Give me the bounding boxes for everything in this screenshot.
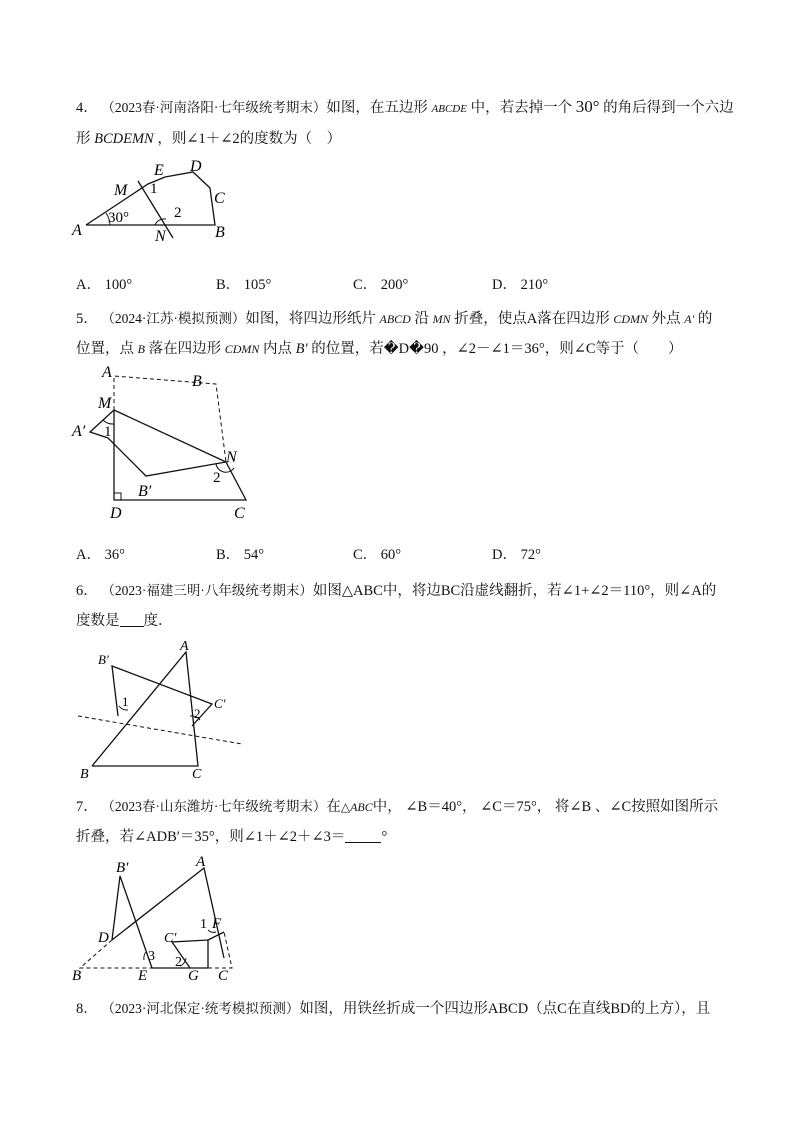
choice-value: 54° bbox=[243, 547, 265, 563]
choice-value: 100° bbox=[104, 277, 133, 293]
figure-label-C: C bbox=[214, 190, 225, 207]
choice-c[interactable] bbox=[353, 273, 408, 294]
question-text: 的 bbox=[697, 311, 713, 327]
question-text: ABCD bbox=[379, 312, 411, 326]
question-text: A′ bbox=[684, 312, 695, 326]
question-text: 如图，用铁丝折成一个四边形ABCD（点C在直线BD的上方），且 bbox=[299, 1001, 711, 1017]
question-source: （2023·福建三明·八年级统考期末） bbox=[101, 583, 313, 598]
question-text: B bbox=[137, 342, 145, 356]
question-text: 中， bbox=[372, 799, 402, 815]
question-5-choices bbox=[76, 543, 736, 567]
figure-label-1: 1 bbox=[122, 694, 129, 709]
question-text: 内点 bbox=[263, 341, 293, 357]
question-8 bbox=[76, 994, 736, 1024]
choice-letter: B． bbox=[216, 547, 241, 563]
question-text: 在 bbox=[326, 799, 341, 815]
question-4-line-2 bbox=[76, 124, 736, 154]
figure-label-E: E bbox=[154, 162, 164, 179]
question-4-line-1 bbox=[76, 92, 736, 124]
figure-label-N: N bbox=[155, 228, 166, 245]
question-number: 8． bbox=[76, 1001, 98, 1017]
question-4-choices bbox=[76, 273, 736, 297]
question-4 bbox=[76, 92, 736, 154]
question-text: 沿 bbox=[414, 311, 429, 327]
figure-label-2: 2 bbox=[213, 470, 221, 486]
figure-label-C: C bbox=[192, 767, 202, 781]
figure-label-C: C bbox=[234, 505, 245, 522]
choice-letter: C． bbox=[353, 547, 378, 563]
figure-label-M: M bbox=[98, 395, 112, 412]
figure-label-D: D bbox=[110, 505, 122, 522]
figure-label-A: A bbox=[180, 639, 189, 654]
question-text: 度． bbox=[143, 613, 173, 629]
figure-triangle-fold bbox=[70, 636, 250, 781]
question-number: 6． bbox=[76, 583, 98, 599]
question-6-line-2 bbox=[76, 606, 736, 636]
question-text: BCDEMN bbox=[94, 131, 154, 147]
question-text: CDMN bbox=[613, 312, 648, 326]
choice-value: 200° bbox=[380, 277, 409, 293]
question-7-line-2 bbox=[76, 822, 736, 852]
figure-label-D: D bbox=[98, 930, 109, 946]
choice-a[interactable] bbox=[76, 273, 132, 294]
question-text: 将∠B 、∠C按照如图所示 bbox=[554, 799, 719, 815]
question-text: 30° bbox=[575, 97, 600, 116]
answer-blank[interactable] bbox=[120, 612, 144, 627]
question-text: 如图，在五边形 bbox=[326, 100, 428, 116]
question-number: 5． bbox=[76, 311, 98, 327]
question-text: CDMN bbox=[224, 342, 260, 356]
choice-letter: C． bbox=[353, 277, 378, 293]
figure-pentagon bbox=[70, 155, 240, 245]
question-5-line-1 bbox=[76, 304, 736, 334]
figure-label-B-prime: B′ bbox=[116, 860, 129, 876]
question-6 bbox=[76, 576, 736, 636]
figure-label-N: N bbox=[226, 449, 237, 466]
question-text: 位置，点 bbox=[76, 341, 134, 357]
figure-label-B: B bbox=[215, 224, 225, 241]
figure-label-1: 1 bbox=[150, 181, 158, 197]
figure-label-F: F bbox=[212, 916, 222, 932]
question-8-line-1 bbox=[76, 994, 736, 1024]
figure-label-G: G bbox=[188, 968, 199, 984]
figure-label-B: B bbox=[192, 373, 202, 390]
question-source: （2024·江苏·模拟预测） bbox=[101, 311, 246, 326]
choice-letter: A． bbox=[76, 277, 101, 293]
figure-label-1: 1 bbox=[200, 917, 207, 932]
figure-label-2: 2 bbox=[174, 205, 182, 221]
question-text: 形 bbox=[76, 131, 91, 147]
figure-label-B-prime: B′ bbox=[138, 483, 152, 500]
question-text: ∠C＝75°， bbox=[480, 799, 552, 815]
figure-label-E: E bbox=[138, 968, 148, 984]
figure-quadrilateral-fold bbox=[68, 362, 268, 522]
choice-letter: D． bbox=[492, 547, 517, 563]
choice-value: 36° bbox=[104, 547, 125, 563]
question-text: 度数是 bbox=[76, 613, 120, 629]
choice-a[interactable] bbox=[76, 543, 125, 564]
question-7-line-1 bbox=[76, 792, 736, 822]
choice-letter: A． bbox=[76, 547, 101, 563]
question-text: ° bbox=[381, 829, 388, 845]
question-6-line-1 bbox=[76, 576, 736, 606]
question-5 bbox=[76, 304, 736, 364]
figure-label-C: C bbox=[218, 968, 229, 984]
choice-d[interactable] bbox=[492, 273, 548, 294]
figure-label-A: A bbox=[102, 364, 112, 381]
question-text: 折叠，若∠ADB′＝35°，则∠1＋∠2＋∠3＝ bbox=[76, 829, 346, 845]
choice-value: 210° bbox=[520, 277, 549, 293]
choice-letter: D． bbox=[492, 277, 517, 293]
question-text: 落在四边形 bbox=[148, 341, 222, 357]
question-text: MN bbox=[432, 312, 451, 326]
figure-triangle-double-fold bbox=[68, 852, 248, 984]
figure-label-A-prime: A′ bbox=[72, 423, 86, 440]
question-text: B′ bbox=[295, 341, 308, 357]
figure-label-M: M bbox=[114, 182, 128, 199]
question-text: 如图△ABC中，将边BC沿虚线翻折，若∠1+∠2＝110°，则∠A的 bbox=[312, 583, 717, 599]
figure-label-B-prime: B′ bbox=[98, 652, 109, 667]
question-number: 4． bbox=[76, 100, 98, 116]
figure-label-1: 1 bbox=[104, 424, 112, 440]
question-5-line-2 bbox=[76, 334, 736, 364]
question-text: △ABC bbox=[340, 800, 373, 814]
figure-label-C-prime: C′ bbox=[214, 696, 226, 711]
choice-value: 60° bbox=[380, 547, 402, 563]
question-text: 如图，将四边形纸片 bbox=[245, 311, 376, 327]
choice-d[interactable] bbox=[492, 543, 541, 564]
figure-label-angle: 30° bbox=[108, 210, 129, 226]
figure-label-D: D bbox=[190, 158, 202, 175]
figure-label-2: 2 bbox=[175, 955, 182, 970]
question-text: 外点 bbox=[651, 311, 681, 327]
choice-letter: B． bbox=[216, 277, 241, 293]
choice-b[interactable] bbox=[216, 273, 271, 294]
question-text: ，则∠1＋∠2的度数为（ ） bbox=[157, 131, 342, 147]
figure-label-3: 3 bbox=[148, 949, 155, 964]
question-text: 折叠，使点A落在四边形 bbox=[454, 311, 610, 327]
figure-label-2: 2 bbox=[194, 706, 201, 721]
choice-c[interactable] bbox=[353, 543, 401, 564]
question-7 bbox=[76, 792, 736, 852]
question-source: （2023春·河南洛阳·七年级统考期末） bbox=[101, 100, 327, 115]
choice-value: 72° bbox=[520, 547, 541, 563]
figure-label-B: B bbox=[72, 968, 82, 984]
question-number: 7． bbox=[76, 799, 98, 815]
figure-label-B: B bbox=[80, 767, 89, 781]
question-text: 中，若去掉一个 bbox=[470, 100, 573, 116]
figure-label-A: A bbox=[196, 854, 206, 870]
choice-value: 105° bbox=[243, 277, 272, 293]
answer-blank[interactable] bbox=[345, 828, 381, 843]
choice-b[interactable] bbox=[216, 543, 264, 564]
question-text: ABCDE bbox=[431, 103, 467, 115]
figure-label-A: A bbox=[72, 222, 82, 239]
question-source: （2023·河北保定·统考模拟预测） bbox=[101, 1001, 300, 1016]
question-text: 的位置，若�D�90 ，∠2－∠1＝36°，则∠C等于（ ） bbox=[311, 341, 683, 357]
question-source: （2023春·山东潍坊·七年级统考期末） bbox=[101, 799, 327, 814]
question-text: ∠B＝40°， bbox=[405, 799, 477, 815]
figure-label-C-prime: C′ bbox=[164, 931, 177, 946]
question-text: 的角后得到一个六边 bbox=[603, 100, 734, 116]
